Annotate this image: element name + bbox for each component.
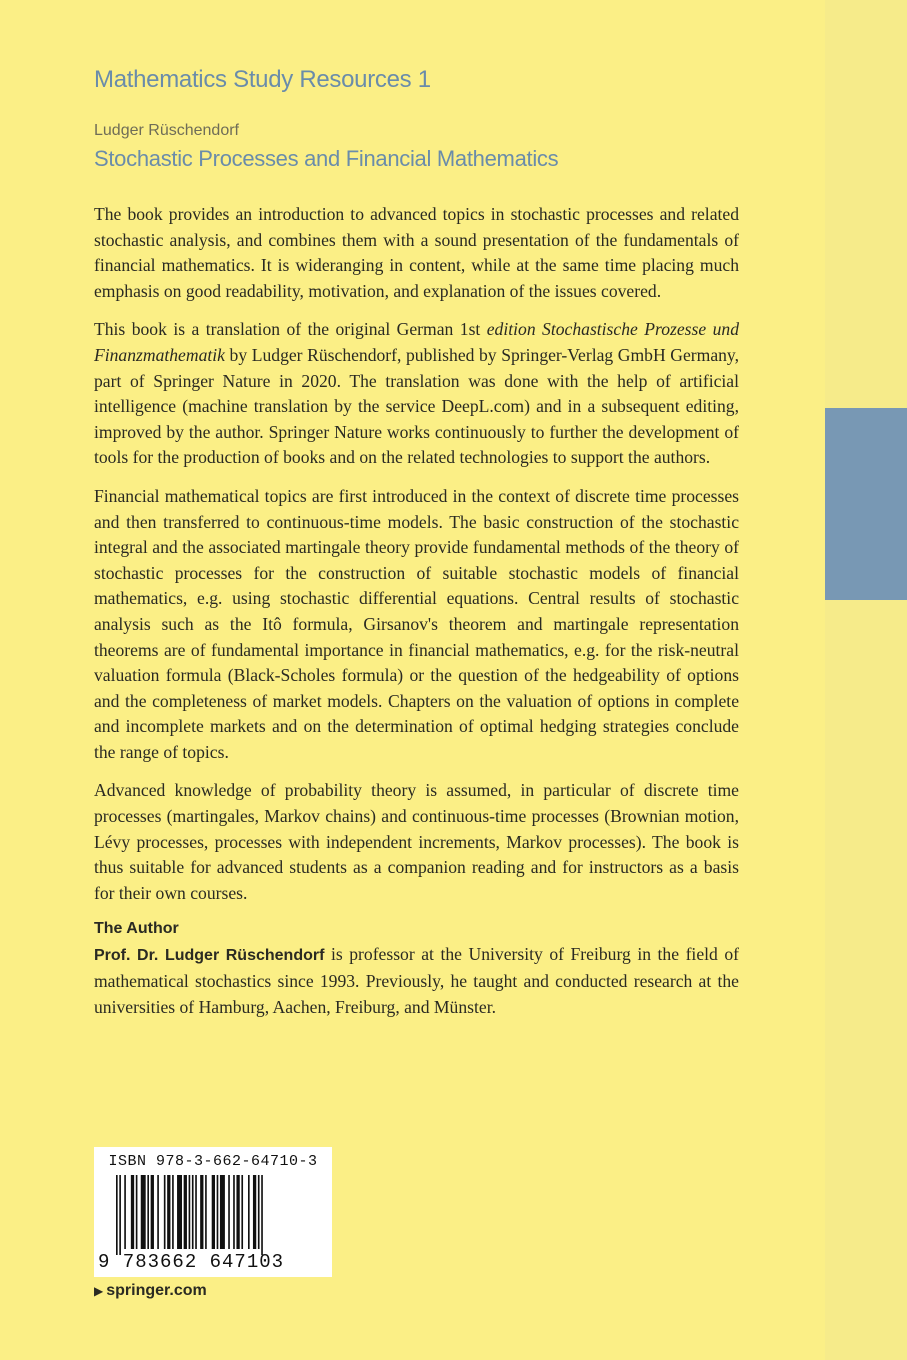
barcode-bar (236, 1175, 239, 1249)
publisher-link[interactable] (94, 1282, 207, 1300)
author-bio (94, 942, 739, 1020)
barcode-bar (212, 1175, 215, 1249)
p2-text-start: This book is a translation of the original German 1st (94, 319, 487, 340)
barcode-bar (220, 1175, 225, 1249)
barcode-bar (200, 1175, 203, 1249)
description-paragraph-2 (94, 317, 739, 471)
barcode-bar (177, 1175, 182, 1249)
spine-strip (825, 0, 907, 1360)
description-paragraph-4: Advanced knowledge of probability theory is assumed, in particular of discrete time processes (martingales, Markov chains) and continuous-time processes (Brownian motion, Lévy processes, processes with independent increments, Markov processes). The book is thus suitable for advanced students as a companion reading and for instructors as a basis for their own courses. (94, 780, 739, 903)
barcode-bar (195, 1175, 197, 1249)
original-edition-title: edition Stochastische Prozesse und Finanzmathematik (94, 319, 739, 365)
barcode-bar (141, 1175, 146, 1249)
author-bio-text: is professor at the University of Freiburg in the field of mathematical stochastics since 1993. Previously, he taught and conducted research at the universities of Hamburg, Aachen, Freiburg, and Münster. (94, 944, 740, 1017)
play-arrow-icon: ▶ (94, 1284, 104, 1298)
author-bio-name: Prof. Dr. Ludger Rüschendorf (94, 947, 325, 965)
description-paragraph-3: Financial mathematical topics are first introduced in the context of discrete time processes and then transferred to continuous-time models. The basic construction of the stochastic integral and the associated martingale theory provide fundamental methods of the theory of stochastic processes for the construction of suitable stochastic models of financial mathematics, e.g. using stochastic differential equations. Central results of stochastic analysis such as the Itô formula, Girsanov's theorem and martingale representation theorems are of fundamental importance in financial mathematics, e.g. for the risk-neutral valuation formula (Black-Scholes formula) or the question of the hedgeability of options and the completeness of market models. Chapters on the valuation of options in complete and incomplete markets and on the determination of optimal hedging strategies conclude the range of topics. (94, 485, 739, 762)
barcode-bar (119, 1175, 121, 1255)
barcode-bar (248, 1175, 250, 1249)
barcode-bar (167, 1175, 170, 1249)
barcode-bars (116, 1175, 316, 1255)
p2-text-end: by Ludger Rüschendorf, published by Springer-Verlag GmbH Germany, part of Springer Nature in 2020. The translation was done with the help of artificial intelligence (machine translation by the service DeepL.com) and in a subsequent editing, improved by the author. Springer Nature works continuously to further the development of tools for the production of books and on the related technologies to support the authors. (94, 344, 739, 468)
author-section-heading: The Author (94, 920, 179, 938)
barcode-bar (131, 1175, 134, 1249)
barcode-bar (261, 1175, 263, 1255)
book-title: Stochastic Processes and Financial Mathematics (94, 146, 559, 171)
spine-color-block (825, 408, 907, 600)
barcode-bar (157, 1175, 159, 1249)
barcode-bar (151, 1175, 154, 1249)
isbn-label: ISBN 978-3-662-64710-3 (108, 1153, 318, 1170)
author-name: Ludger Rüschendorf (94, 122, 239, 139)
barcode-bar (228, 1175, 230, 1249)
isbn-barcode (94, 1147, 332, 1277)
barcode-bar (164, 1175, 166, 1249)
barcode-bar (253, 1175, 256, 1249)
description-paragraph-1: The book provides an introduction to advanced topics in stochastic processes and related stochastic analysis, and combines them with a sound presentation of the fundamentals of financial mathematics. It is wideranging in content, while at the same time placing much emphasis on good readability, motivation, and explanation of the issues covered. (94, 204, 739, 301)
barcode-bar (124, 1175, 126, 1249)
barcode-digits: 9 783662 647103 (98, 1251, 285, 1273)
barcode-bar (136, 1175, 138, 1249)
barcode-bar (147, 1175, 149, 1249)
barcode-bar (192, 1175, 194, 1249)
barcode-bar (217, 1175, 219, 1249)
barcode-bar (258, 1175, 260, 1249)
series-title: Mathematics Study Resources 1 (94, 66, 431, 93)
barcode-bar (172, 1175, 174, 1249)
barcode-bar (189, 1175, 191, 1249)
barcode-bar (241, 1175, 243, 1249)
barcode-bar (205, 1175, 207, 1249)
barcode-bar (233, 1175, 235, 1249)
back-cover-content (94, 66, 739, 1033)
barcode-bar (116, 1175, 118, 1255)
publisher-url: springer.com (106, 1282, 207, 1299)
barcode-bar (184, 1175, 187, 1249)
